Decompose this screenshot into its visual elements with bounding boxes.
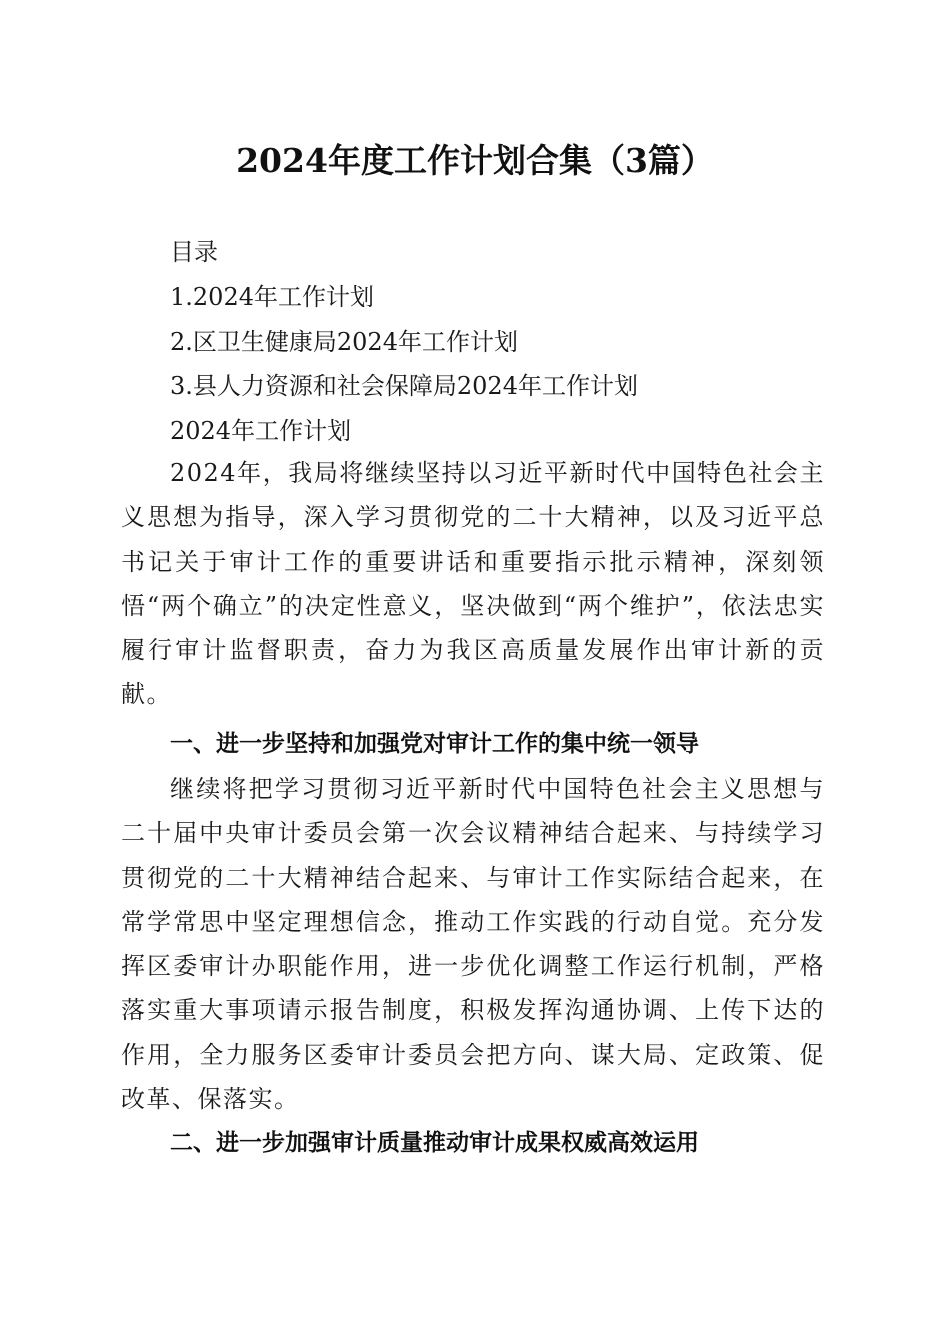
- toc-item-3: 3.县人力资源和社会保障局2024年工作计划: [170, 372, 638, 400]
- section-title: 2024年工作计划: [170, 417, 352, 445]
- section-heading-2: 二、进一步加强审计质量推动审计成果权威高效运用: [170, 1130, 699, 1156]
- toc-item-2: 2.区卫生健康局2024年工作计划: [170, 328, 518, 356]
- toc-item-1: 1.2024年工作计划: [170, 283, 374, 311]
- document-title: 2024年度工作计划合集（3篇）: [236, 141, 714, 180]
- body-paragraph-1: 继续将把学习贯彻习近平新时代中国特色社会主义思想与二十届中央审计委员会第一次会议精神结合起来、与持续学习贯彻党的二十大精神结合起来、与审计工作实际结合起来，在常学常思中坚定理想信念，推动工作实践的行动自觉。充分发挥区委审计办职能作用，进一步优化调整工作运行机制，严格落实重大事项请示报告制度，积极发挥沟通协调、上传下达的作用，全力服务区委审计委员会把方向、谋大局、定政策、促改革、保落实。: [121, 775, 825, 1114]
- section-heading-1: 一、进一步坚持和加强党对审计工作的集中统一领导: [170, 731, 699, 757]
- intro-paragraph: 2024年，我局将继续坚持以习近平新时代中国特色社会主义思想为指导，深入学习贯彻党的二十大精神，以及习近平总书记关于审计工作的重要讲话和重要指示批示精神，深刻领悟“两个确立”的决定性意义，坚决做到“两个维护”，依法忠实履行审计监督职责，奋力为我区高质量发展作出审计新的贡献。: [121, 459, 825, 709]
- toc-heading: 目录: [170, 238, 218, 266]
